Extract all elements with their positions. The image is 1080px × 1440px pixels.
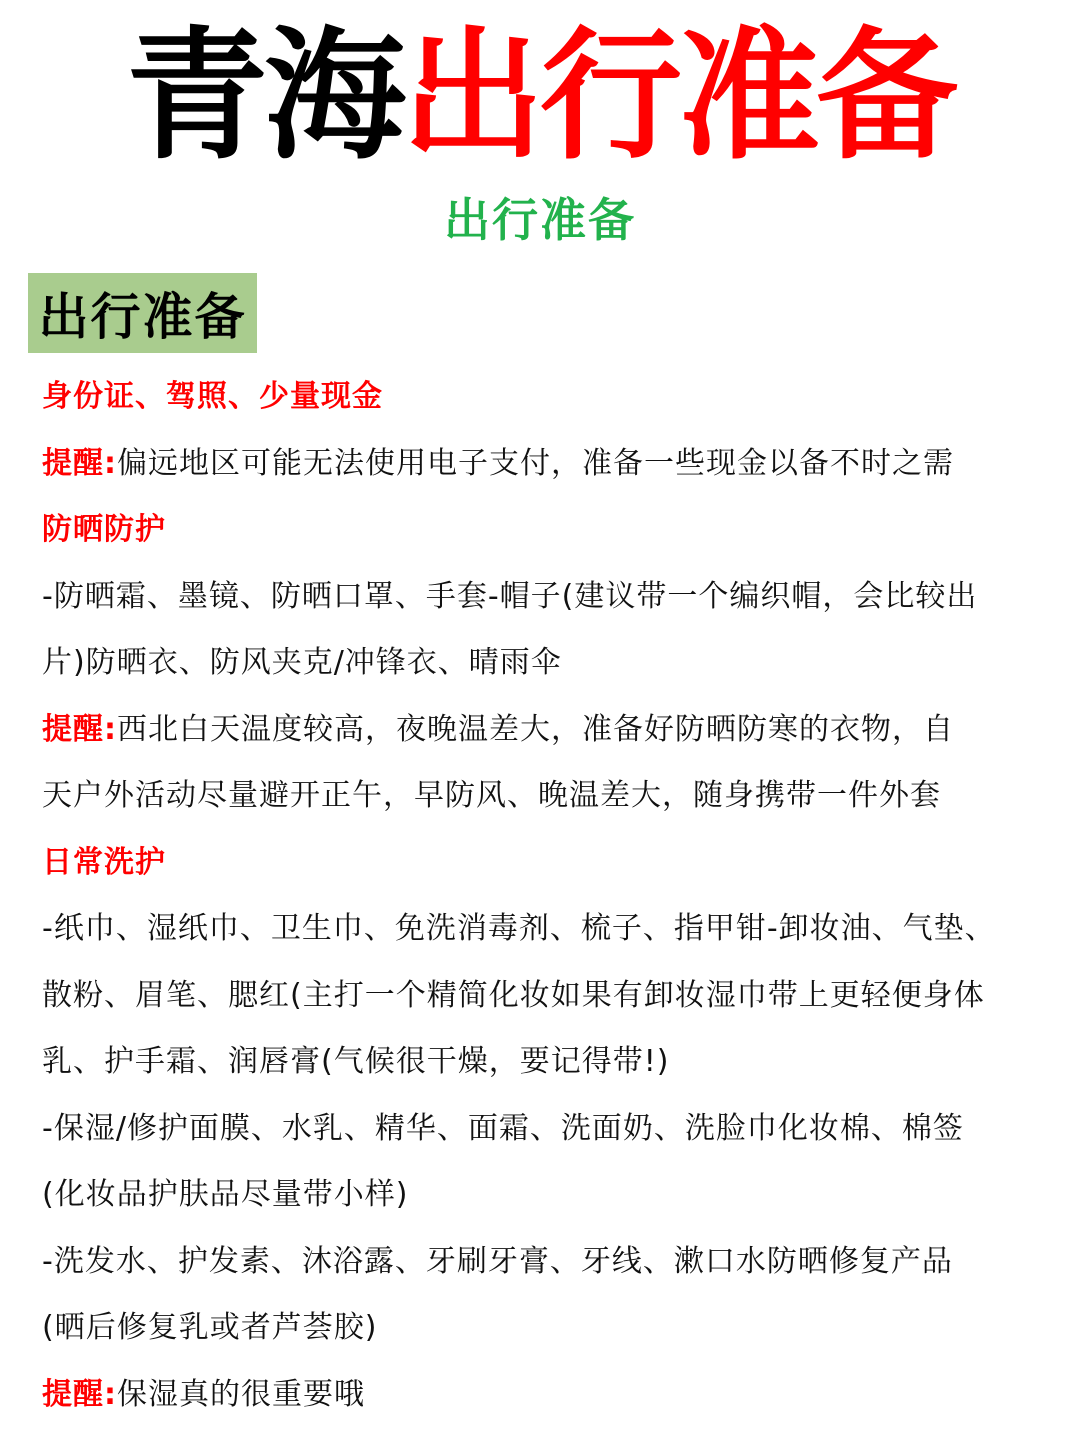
section-badge: 出行准备	[28, 273, 257, 353]
tip-text: 偏远地区可能无法使用电子支付，准备一些现金以备不时之需	[117, 445, 954, 481]
list-item: 片)防晒衣、防风夹克/冲锋衣、晴雨伞	[42, 645, 562, 680]
tip-label: 提醒:	[42, 711, 117, 747]
page-subtitle: 出行准备	[444, 193, 636, 247]
list-item: -保湿/修护面膜、水乳、精华、面霜、洗面奶、洗脸巾化妆棉、棉签	[42, 1110, 964, 1146]
title-region: 青海	[126, 14, 402, 179]
tip-label: 提醒:	[42, 1376, 117, 1412]
tip-text: 西北白天温度较高，夜晚温差大，准备好防晒防寒的衣物，自	[117, 711, 954, 747]
list-item: 乳、护手霜、润唇膏(气候很干燥，要记得带!)	[42, 1044, 670, 1079]
list-item: (化妆品护肤品尽量带小样)	[42, 1177, 409, 1212]
list-item: (晒后修复乳或者芦荟胶)	[42, 1310, 378, 1345]
list-item: -洗发水、护发素、沐浴露、牙刷牙膏、牙线、漱口水防晒修复产品	[42, 1243, 953, 1279]
tip-documents	[42, 431, 1062, 498]
section-heading-daily-care: 日常洗护	[42, 844, 166, 880]
section-heading-documents: 身份证、驾照、少量现金	[42, 379, 383, 414]
section-heading-sun-protection: 防晒防护	[42, 512, 166, 547]
list-item: 散粉、眉笔、腮红(主打一个精简化妆如果有卸妆湿巾带上更轻便身体	[42, 977, 985, 1013]
list-item: -防晒霜、墨镜、防晒口罩、手套-帽子(建议带一个编织帽，会比较出	[42, 578, 978, 614]
tip-label: 提醒:	[42, 445, 117, 481]
list-item: -纸巾、湿纸巾、卫生巾、免洗消毒剂、梳子、指甲钳-卸妆油、气垫、	[42, 911, 996, 946]
checklist-content	[42, 364, 1062, 1428]
page-title	[0, 14, 1080, 179]
title-topic: 出行准备	[402, 14, 954, 179]
tip-sun-protection	[42, 697, 1062, 764]
tip-text: 保湿真的很重要哦	[117, 1376, 365, 1412]
tip-daily-care	[42, 1362, 1062, 1429]
tip-text-continued: 天户外活动尽量避开正午，早防风、晚温差大，随身携带一件外套	[42, 778, 941, 813]
